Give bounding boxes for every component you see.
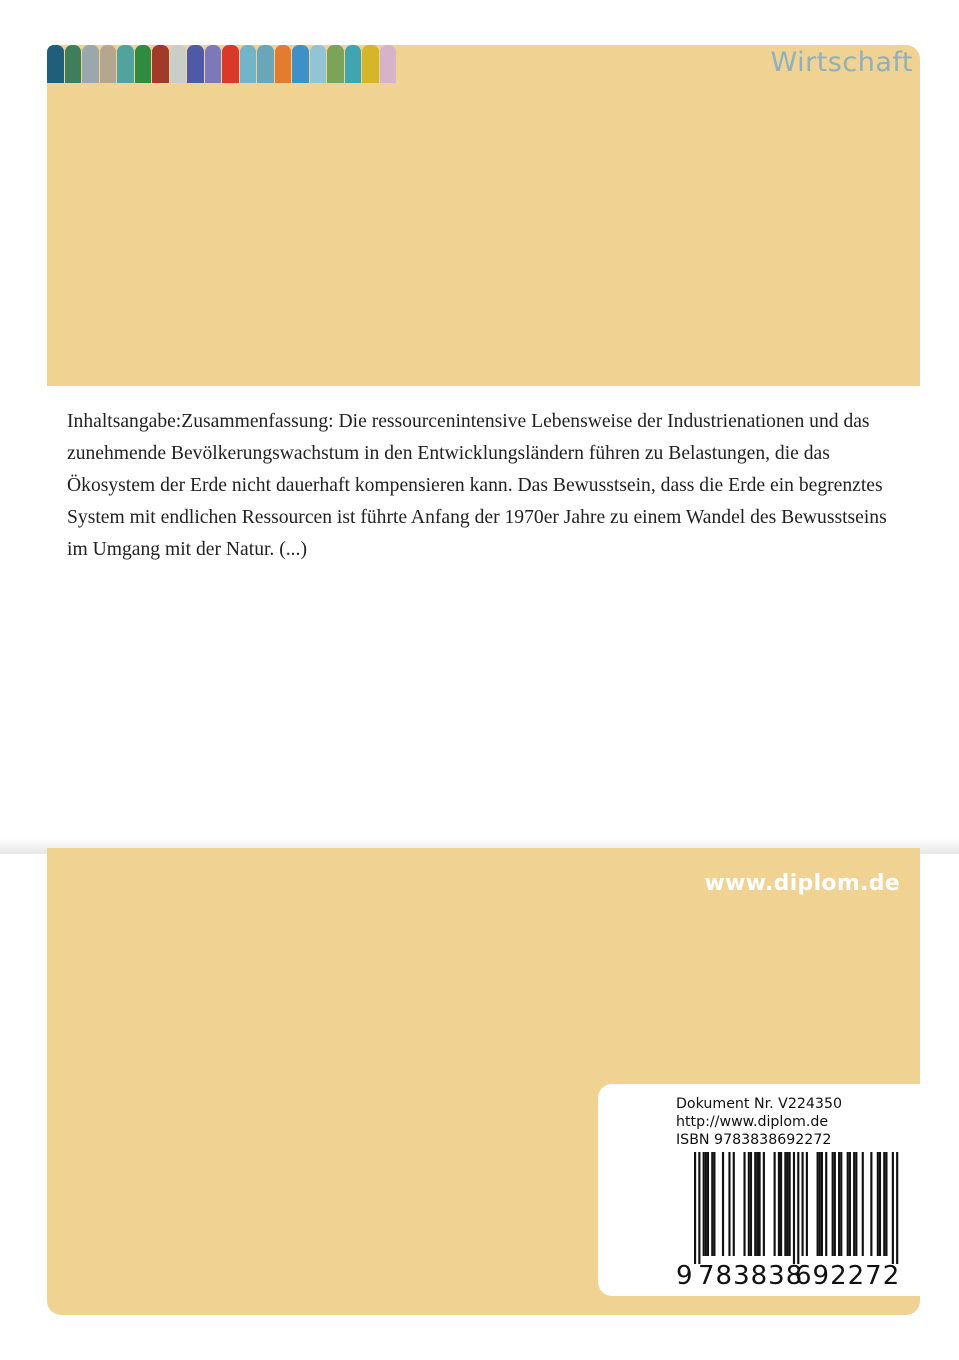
document-info [676, 1095, 842, 1149]
color-tab [327, 45, 344, 83]
color-tab [222, 45, 239, 83]
barcode-bar [797, 1152, 799, 1264]
document-number: Dokument Nr. V224350 [676, 1096, 843, 1112]
color-tab [257, 45, 274, 83]
color-tab [345, 45, 362, 83]
barcode-bar [849, 1152, 851, 1256]
barcode-bar [825, 1152, 827, 1256]
barcode-bar [832, 1152, 834, 1256]
barcode-bar [786, 1152, 788, 1256]
barcode-bar [748, 1152, 750, 1256]
color-tab [135, 45, 152, 83]
barcode-bar [885, 1152, 887, 1256]
barcode-bar [754, 1152, 756, 1256]
barcode-bar [853, 1152, 855, 1256]
color-tab [187, 45, 204, 83]
barcode-bar [838, 1152, 840, 1256]
color-tab-strip [47, 45, 397, 83]
barcode-bar [834, 1152, 836, 1256]
barcode-bar [722, 1152, 724, 1256]
barcode-bar [896, 1152, 898, 1264]
top-color-panel [47, 45, 920, 386]
barcode-bar [707, 1152, 709, 1256]
barcode-bar [821, 1152, 823, 1256]
barcode-bar [774, 1152, 776, 1256]
barcode-bar [819, 1152, 821, 1256]
color-tab [292, 45, 309, 83]
barcode-digit-first: 9 [676, 1261, 693, 1290]
barcode-bar [778, 1152, 780, 1256]
barcode-bar [713, 1152, 715, 1256]
barcode-bar [847, 1152, 849, 1256]
barcode-bar [703, 1152, 705, 1256]
barcode-bar [789, 1152, 791, 1256]
barcode-bar [743, 1152, 745, 1256]
isbn-barcode [676, 1152, 902, 1290]
abstract-text: Inhaltsangabe:Zusammenfassung: Die ressourcenintensive Lebensweise der Industrienationen und das zunehmende Bevölkerungswachstum in den Entwicklungsländern führen zu Belastungen, die das Ökosystem der Erde nicht dauerhaft kompensieren kann. Das Bewusstsein, dass die Erde ein begrenztes System mit endlichen Ressourcen ist führte Anfang der 1970er Jahre zu einem Wandel des Bewusstseins im Umgang mit der Natur. (...) [67, 411, 887, 560]
color-tab [170, 45, 187, 83]
color-tab [47, 45, 64, 83]
barcode-bar [892, 1152, 894, 1264]
barcode-bar [759, 1152, 761, 1256]
document-url: http://www.diplom.de [676, 1114, 829, 1130]
color-tab [205, 45, 222, 83]
barcode-bar [802, 1152, 804, 1256]
barcode-bar [870, 1152, 872, 1256]
color-tab [82, 45, 99, 83]
barcode-bar [879, 1152, 881, 1256]
color-tab [152, 45, 169, 83]
barcode-bar [793, 1152, 795, 1264]
barcode-bar [862, 1152, 864, 1256]
barcode-bar [780, 1152, 782, 1256]
color-tab [100, 45, 117, 83]
isbn-label: ISBN 9783838692272 [676, 1132, 832, 1148]
barcode-bar [750, 1152, 752, 1256]
color-tab [362, 45, 379, 83]
barcode-digits-left: 783838 [698, 1261, 804, 1290]
barcode-bar [784, 1152, 786, 1256]
barcode-bar [756, 1152, 758, 1256]
color-tab [380, 45, 397, 83]
barcode-bar [705, 1152, 707, 1256]
color-tab [310, 45, 327, 83]
barcode-bar [711, 1152, 713, 1256]
barcode-bar [694, 1152, 696, 1264]
barcode-bar [728, 1152, 730, 1256]
color-tab [240, 45, 257, 83]
category-label: Wirtschaft [770, 47, 913, 78]
color-tab [275, 45, 292, 83]
publisher-website: www.diplom.de [704, 871, 900, 896]
barcode-bar [698, 1152, 700, 1264]
barcode-bar [855, 1152, 857, 1256]
barcode-bar [877, 1152, 879, 1256]
color-tab [65, 45, 82, 83]
barcode-bar [817, 1152, 819, 1256]
barcode-digits-right: 692272 [795, 1261, 901, 1290]
barcode-bar [883, 1152, 885, 1256]
barcode-bar [763, 1152, 765, 1256]
barcode-bar [840, 1152, 842, 1256]
barcode-bar [806, 1152, 808, 1256]
barcode-bar [733, 1152, 735, 1256]
color-tab [117, 45, 134, 83]
